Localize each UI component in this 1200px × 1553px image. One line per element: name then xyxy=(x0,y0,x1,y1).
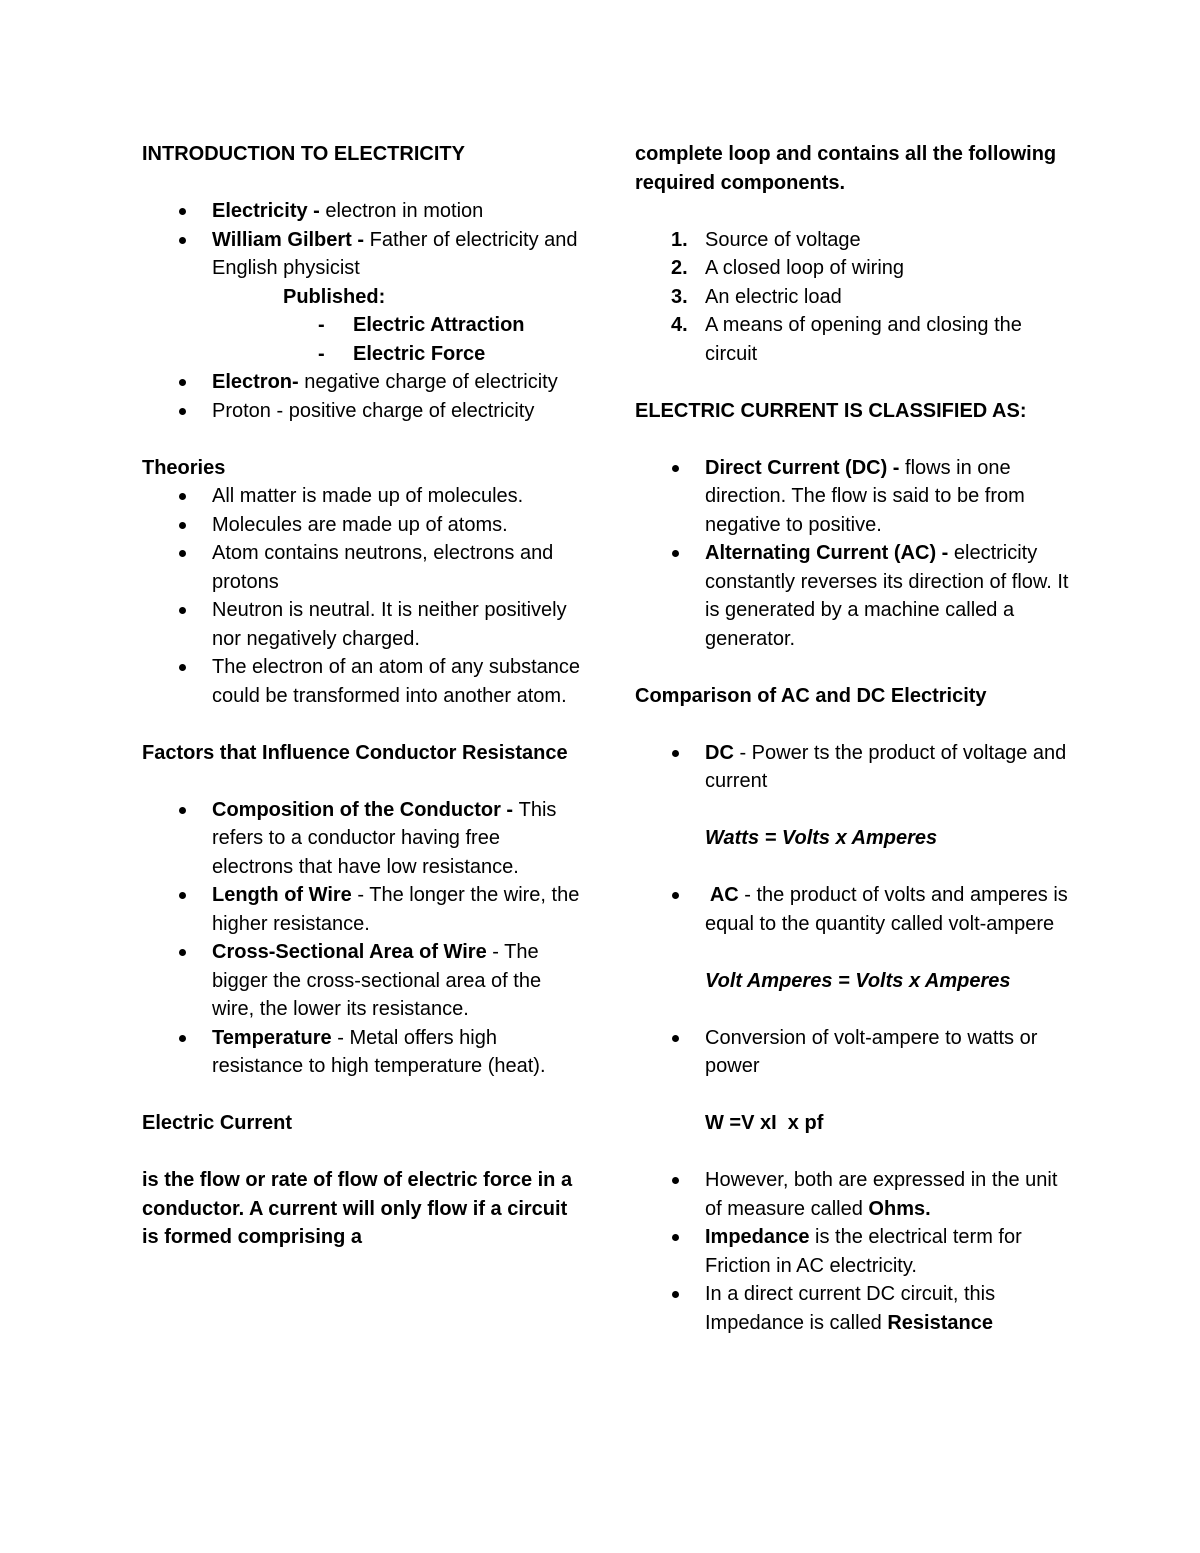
factors-list xyxy=(142,796,582,1081)
components-list xyxy=(635,226,1075,369)
list-item: Composition of the Conductor - This refers to a conductor having free electrons that have low resistance. xyxy=(142,796,582,882)
right-column xyxy=(635,140,1075,1337)
dc-list xyxy=(635,739,1075,796)
list-item: DC - Power ts the product of voltage and current xyxy=(635,739,1075,796)
list-item: 1. Source of voltage xyxy=(671,228,861,251)
list-item: Length of Wire - The longer the wire, the higher resistance. xyxy=(142,881,582,938)
list-item: Temperature - Metal offers high resistance to high temperature (heat). xyxy=(142,1024,582,1081)
list-item: In a direct current DC circuit, this Impedance is called Resistance xyxy=(635,1280,1075,1337)
electric-current-definition: is the flow or rate of flow of electric force in a conductor. A current will only flow if a circuit is formed comprising a xyxy=(142,1169,573,1248)
power-formula: W =V xI x pf xyxy=(705,1112,824,1134)
list-item: Alternating Current (AC) - electricity constantly reverses its direction of flow. It is generated by a machine called a generator. xyxy=(635,539,1075,653)
continued-paragraph: complete loop and contains all the following required components. xyxy=(635,143,1057,194)
list-item: Cross-Sectional Area of Wire - The bigger the cross-sectional area of the wire, the lower its resistance. xyxy=(142,938,582,1024)
electric-current-heading: Electric Current xyxy=(142,1112,293,1134)
list-item: Neutron is neutral. It is neither positively nor negatively charged. xyxy=(142,596,582,653)
list-item: The electron of an atom of any substance could be transformed into another atom. xyxy=(142,653,582,710)
list-item: - Electric Attraction xyxy=(142,311,582,340)
dc-formula: Watts = Volts x Amperes xyxy=(705,827,938,849)
comparison-heading: Comparison of AC and DC Electricity xyxy=(635,684,987,707)
classified-heading: ELECTRIC CURRENT IS CLASSIFIED AS: xyxy=(635,399,1027,422)
factors-heading: Factors that Influence Conductor Resistance xyxy=(142,741,568,764)
list-item: Proton - positive charge of electricity xyxy=(142,397,582,426)
published-list xyxy=(142,311,582,368)
ac-formula: Volt Amperes = Volts x Amperes xyxy=(705,969,1011,992)
published-label: Published: xyxy=(283,285,386,308)
list-item: 3. An electric load xyxy=(671,285,842,308)
conversion-list xyxy=(635,1024,1075,1081)
list-item: Molecules are made up of atoms. xyxy=(142,511,582,540)
intro-list-2 xyxy=(142,368,582,425)
list-item: 2. A closed loop of wiring xyxy=(671,257,905,279)
ac-list xyxy=(635,881,1075,938)
list-item: 4. A means of opening and closing the circuit xyxy=(671,314,1022,365)
list-item: Conversion of volt-ampere to watts or power xyxy=(635,1024,1075,1081)
left-column xyxy=(142,140,582,1252)
list-item: Impedance is the electrical term for Friction in AC electricity. xyxy=(635,1223,1075,1280)
final-list xyxy=(635,1166,1075,1337)
list-item: Atom contains neutrons, electrons and protons xyxy=(142,539,582,596)
intro-list xyxy=(142,197,582,283)
list-item: William Gilbert - Father of electricity and English physicist xyxy=(142,226,582,283)
list-item: However, both are expressed in the unit of measure called Ohms. xyxy=(635,1166,1075,1223)
classified-list xyxy=(635,454,1075,654)
list-item: All matter is made up of molecules. xyxy=(142,482,582,511)
theories-heading: Theories xyxy=(142,456,226,479)
list-item: Electricity - electron in motion xyxy=(142,197,582,226)
theories-list xyxy=(142,482,582,710)
list-item: - Electric Force xyxy=(142,340,582,369)
list-item: Electron- negative charge of electricity xyxy=(142,368,582,397)
list-item: Direct Current (DC) - flows in one direction. The flow is said to be from negative to positive. xyxy=(635,454,1075,540)
list-item: AC - the product of volts and amperes is equal to the quantity called volt-ampere xyxy=(635,881,1075,938)
page-title: INTRODUCTION TO ELECTRICITY xyxy=(142,143,465,165)
